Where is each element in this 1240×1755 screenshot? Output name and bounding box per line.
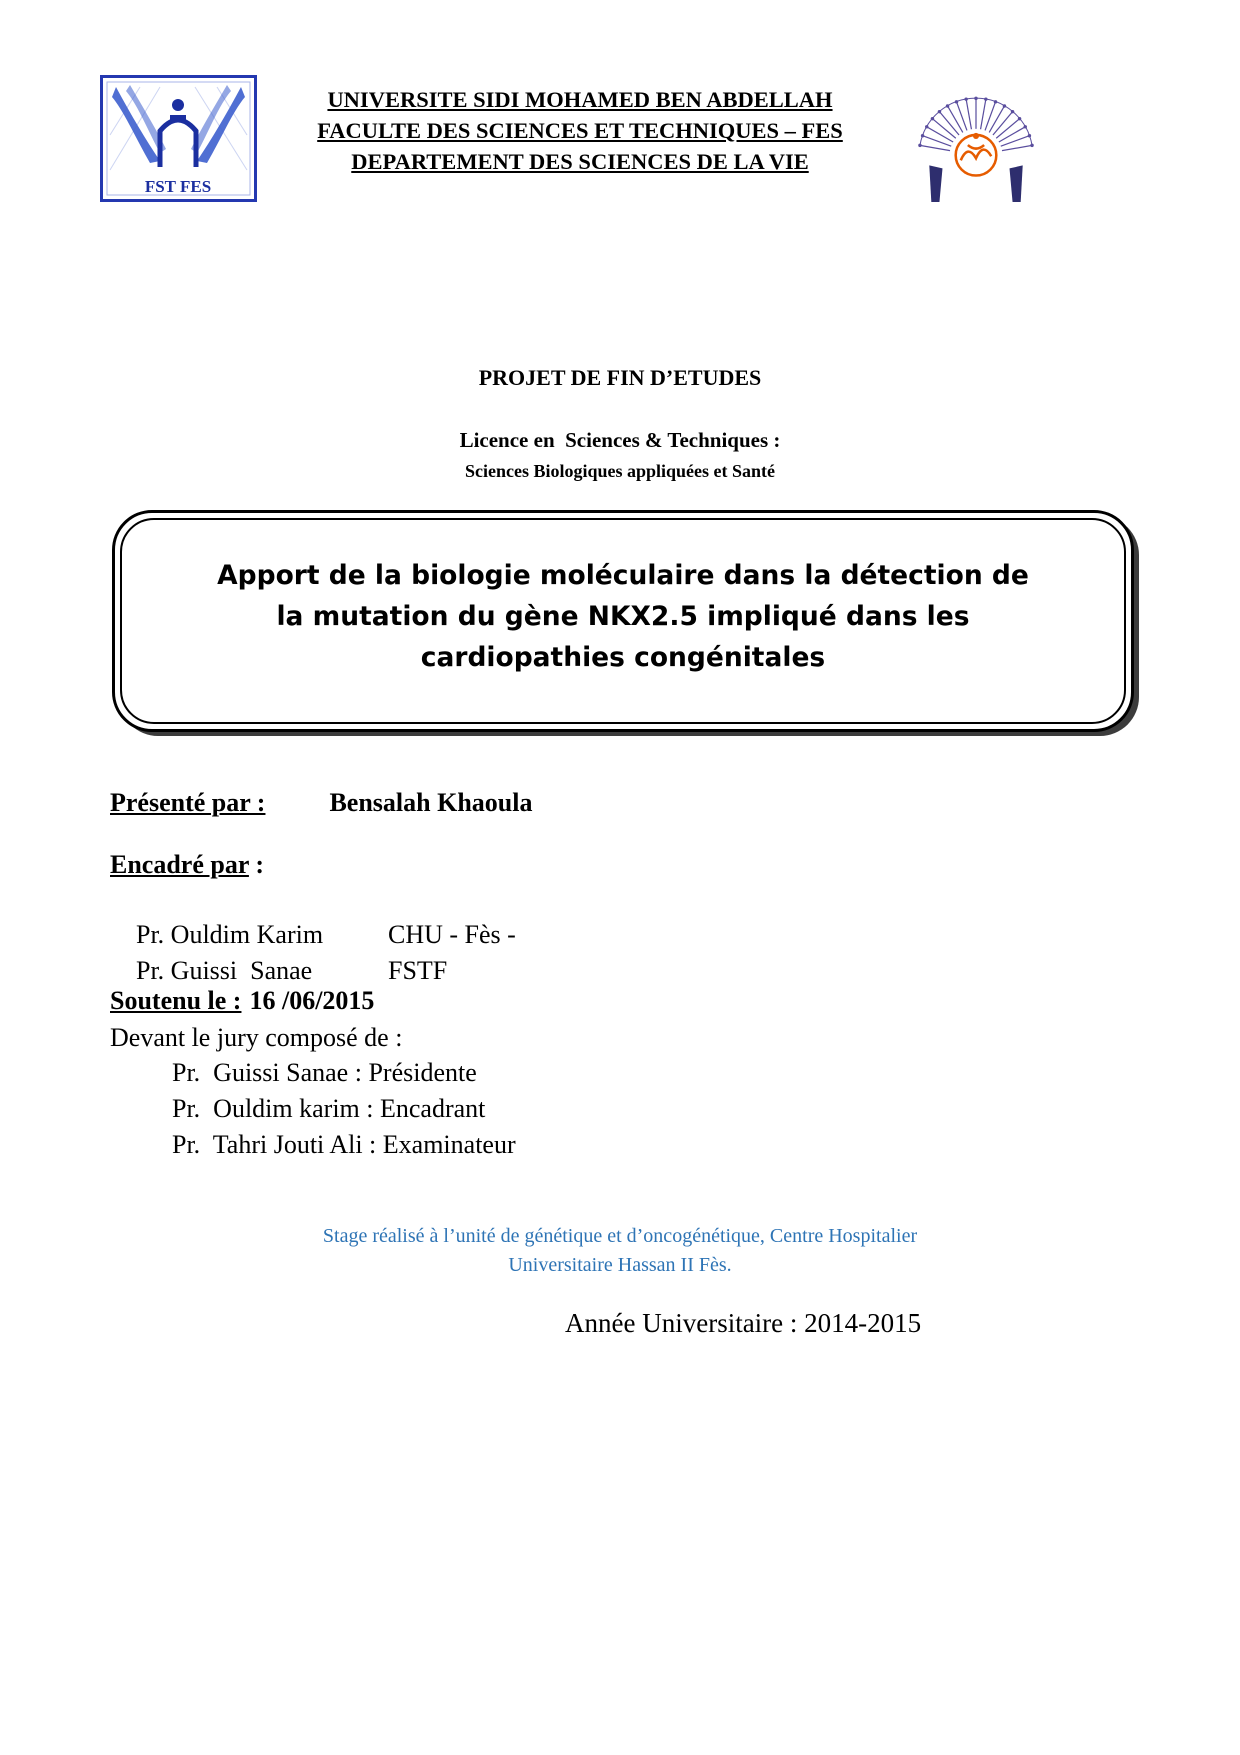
thesis-title [217,555,1029,688]
university-seal-graphic [910,74,1042,206]
supervisor-name: Pr. Guissi Sanae [136,956,313,985]
supervisor-affiliation: CHU - Fès - [388,920,516,949]
supervised-by-label: Encadré par [110,850,249,879]
university-seal [910,74,1042,206]
jury-list [172,1055,516,1163]
fst-logo [100,75,257,202]
defense-date-line [110,986,374,1016]
fst-logo-graphic [100,75,257,202]
thesis-title-line3: cardiopathies congénitales [420,641,826,673]
internship-note [0,1222,1240,1280]
supervisor-name: Pr. Ouldim Karim [136,920,324,949]
faculty-name: FACULTE DES SCIENCES ET TECHNIQUES – FES [317,118,843,143]
presented-by [110,788,532,818]
jury-member: Pr. Guissi Sanae : Présidente [172,1058,477,1087]
thesis-title-box [112,510,1134,732]
supervised-by-colon: : [248,850,265,879]
thesis-title-box-inner [120,518,1126,724]
jury-member: Pr. Tahri Jouti Ali : Examinateur [172,1130,516,1159]
student-name: Bensalah Khaoula [329,788,533,817]
jury-intro: Devant le jury composé de : [110,1023,403,1052]
thesis-title-line2: la mutation du gène NKX2.5 impliqué dans les [276,600,970,632]
supervisor-affiliation: FSTF [388,956,448,985]
degree-line: Licence en Sciences & Techniques : [459,428,781,452]
jury-member: Pr. Ouldim karim : Encadrant [172,1094,486,1123]
university-name: UNIVERSITE SIDI MOHAMED BEN ABDELLAH [327,87,833,112]
speciality-line: Sciences Biologiques appliquées et Santé [464,461,776,481]
fst-logo-text: FST FES [144,177,212,196]
internship-note-line2: Universitaire Hassan II Fès. [508,1254,732,1276]
thesis-title-line1: Apport de la biologie moléculaire dans la détection de [217,559,1029,591]
project-title: PROJET DE FIN D’ETUDES [478,365,762,390]
department-name: DEPARTEMENT DES SCIENCES DE LA VIE [351,149,809,174]
header [250,84,910,177]
supervised-by [110,850,264,880]
academic-year: Année Universitaire : 2014-2015 [565,1308,922,1338]
presented-by-label: Présenté par : [110,788,266,817]
defense-date-label: Soutenu le : [110,986,242,1015]
internship-note-line1: Stage réalisé à l’unité de génétique et d’oncogénétique, Centre Hospitalier [322,1225,918,1247]
defense-date: 16 /06/2015 [249,986,375,1015]
